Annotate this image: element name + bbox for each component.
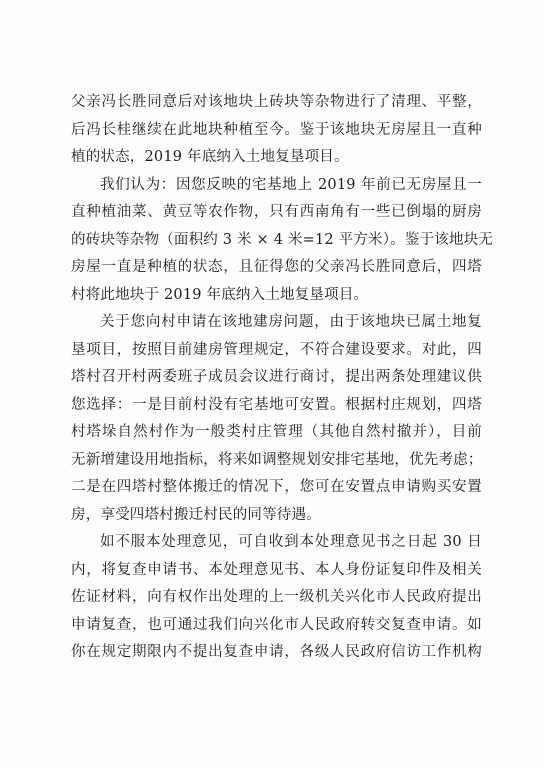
text-line: 我们认为：因您反映的宅基地上 2019 年前已无房屋且一 (100, 176, 482, 193)
text-line: 村塔垛自然村作为一般类村庄管理（其他自然村撤并），目前 (71, 424, 482, 440)
text-line: 父亲冯长胜同意后对该地块上砖块等杂物进行了清理、平整， (71, 94, 482, 110)
text-line: 如不服本处理意见，可自收到本处理意见书之日起 30 日 (100, 534, 482, 550)
text-line: 植的状态，2019 年底纳入土地复垦项目。 (71, 149, 349, 165)
text-line: 直种植油菜、黄豆等农作物，只有西南角有一些已倒塌的厨房 (71, 204, 482, 220)
text-line: 后冯长桂继续在此地块种植至今。鉴于该地块无房屋且一直种 (71, 121, 482, 138)
paragraph-our-view (71, 172, 494, 310)
text-line: 垦项目，按照目前建房管理规定，不符合建设要求。对此，四 (71, 341, 482, 358)
text-line: 内，将复查申请书、本处理意见书、本人身份证复印件及相关 (71, 561, 482, 578)
text-line: 塔村召开村两委班子成员会议进行商讨，提出两条处理建议供 (71, 369, 482, 385)
text-line: 您选择：一是目前村没有宅基地可安置。根据村庄规划，四塔 (71, 396, 482, 413)
text-line: 申请复查，也可通过我们向兴化市人民政府转交复查申请。如 (71, 616, 482, 633)
text-line: 佐证材料，向有权作出处理的上一级机关兴化市人民政府提出 (71, 589, 482, 605)
paragraph-review-notice (71, 529, 482, 667)
text-line: 二是在四塔村整体搬迁的情况下，您可在安置点申请购买安置 (71, 479, 482, 495)
document-body (71, 89, 494, 667)
text-line: 的砖块等杂物（面积约 3 米 × 4 米=12 平方米）。鉴于该地块无 (71, 231, 494, 248)
text-line: 无新增建设用地指标，将来如调整规划安排宅基地，优先考虑； (71, 451, 483, 468)
text-line: 房屋一直是种植的状态，且征得您的父亲冯长胜同意后，四塔 (71, 259, 482, 275)
text-line: 关于您向村申请在该地建房问题，由于该地块已属土地复 (100, 314, 482, 330)
paragraph-continued (71, 89, 482, 172)
text-line: 房，享受四塔村搬迁村民的同等待遇。 (71, 506, 321, 523)
text-line: 村将此地块于 2019 年底纳入土地复垦项目。 (71, 286, 369, 303)
paragraph-building-request (71, 309, 482, 529)
text-line: 你在规定期限内不提出复查申请，各级人民政府信访工作机构 (71, 644, 482, 660)
